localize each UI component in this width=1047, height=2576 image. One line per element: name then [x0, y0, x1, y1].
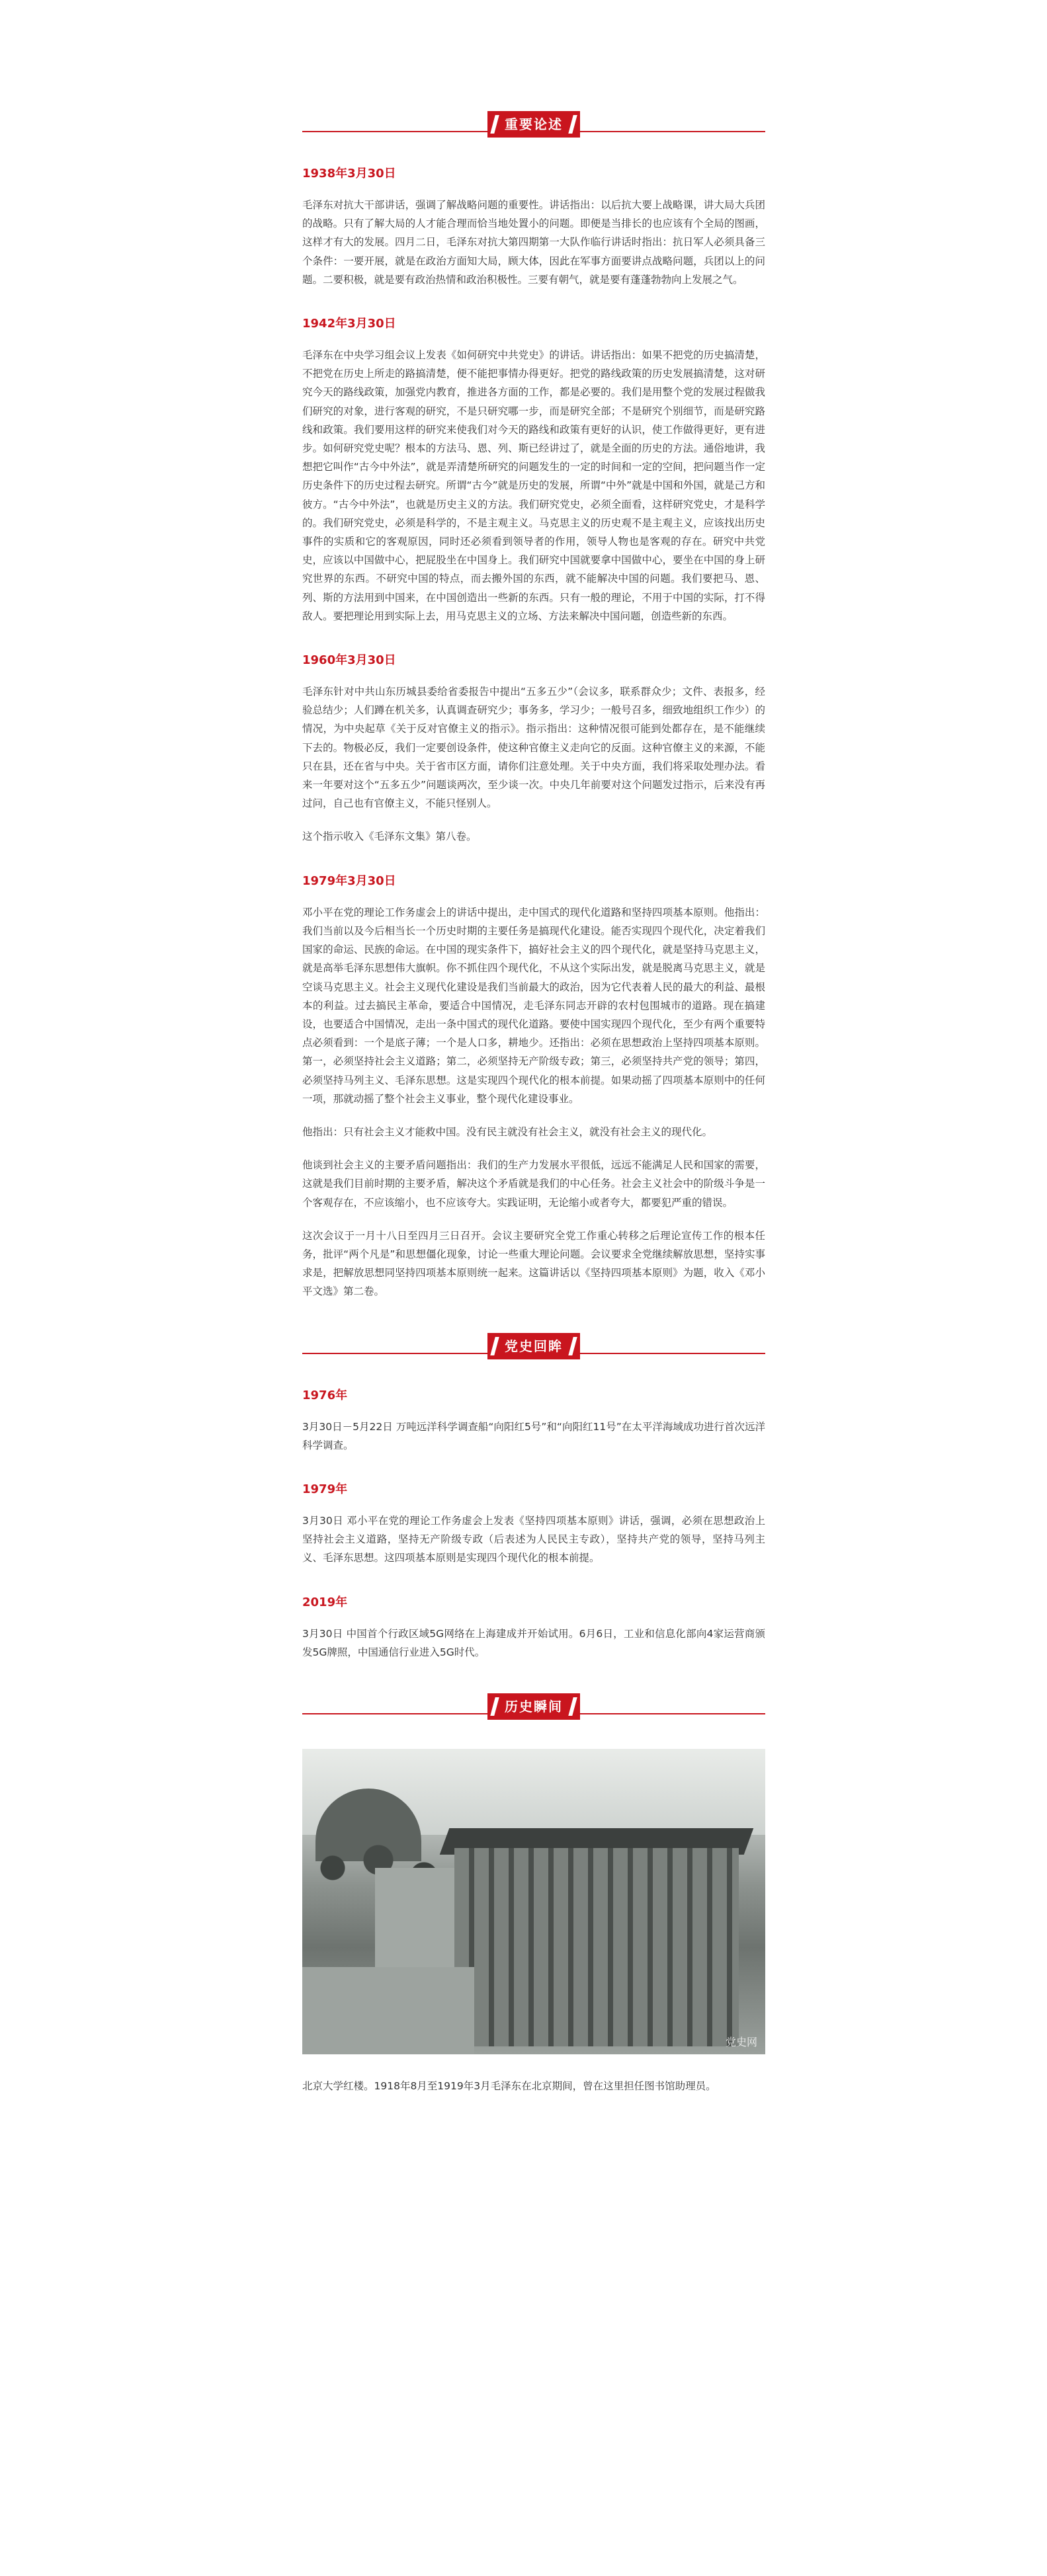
entry-date: 1976年: [302, 1388, 348, 1402]
entry-paragraph: 这次会议于一月十八日至四月三日召开。会议主要研究全党工作重心转移之后理论宣传工作的根本任务，批评“两个凡是”和思想僵化现象，讨论一些重大理论问题。会议要求全党继续解放思想，坚持实事求是，把解放思想同坚持四项基本原则统一起来。这篇讲话以《坚持四项基本原则》为题，收入《邓小平文选》第二卷。: [302, 1229, 765, 1298]
entry-paragraph: 他指出：只有社会主义才能救中国。没有民主就没有社会主义，就没有社会主义的现代化。: [302, 1125, 713, 1138]
photo-caption: 北京大学红楼。1918年8月至1919年3月毛泽东在北京期间，曾在这里担任图书馆助理员。: [302, 2079, 716, 2092]
historic-photo-red-building: [302, 1749, 765, 2054]
section-title: 历史瞬间: [487, 1693, 580, 1720]
entry-date: 2019年: [302, 1595, 348, 1609]
photo-watermark: 党史网: [725, 2035, 757, 2048]
entry-paragraph: 毛泽东对抗大干部讲话，强调了解战略问题的重要性。讲话指出：以后抗大要上战略课，讲大局大兵团的战略。只有了解大局的人才能合理而恰当地处置小的问题。即便是当排长的也应该有个全局的图画，这样才有大的发展。四月二日，毛泽东对抗大第四期第一大队作临行讲话时指出：抗日军人必须具备三个条件：一要开展，就是在政治方面知大局，顾大体，因此在军事方面要讲点战略问题，兵团以上的问题。二要积极，就是要有政治热情和政治积极性。三要有朝气，就是要有蓬蓬勃勃向上发展之气。: [302, 199, 765, 286]
entry-paragraph: 3月30日 邓小平在党的理论工作务虚会上发表《坚持四项基本原则》讲话，强调，必须在思想政治上坚持社会主义道路，坚持无产阶级专政（后表述为人民民主专政），坚持共产党的领导，坚持马列主义、毛泽东思想。这四项基本原则是实现四个现代化的根本前提。: [302, 1514, 765, 1564]
entry-date: 1979年3月30日: [302, 873, 396, 888]
entry-paragraph: 3月30日－5月22日 万吨远洋科学调查船“向阳红5号”和“向阳红11号”在太平洋海域成功进行首次远洋科学调查。: [302, 1420, 765, 1451]
entry-paragraph: 这个指示收入《毛泽东文集》第八卷。: [302, 830, 477, 843]
photo-street: [302, 1967, 474, 2054]
section-header-party-history-review: [302, 1328, 765, 1361]
section-title: 重要论述: [487, 111, 580, 138]
entry-date: 1960年3月30日: [302, 653, 396, 668]
photo-building-left: [375, 1868, 454, 1967]
section-header-historic-moment: [302, 1688, 765, 1721]
photo-building-main: [454, 1848, 739, 2046]
entry-paragraph: 邓小平在党的理论工作务虚会上的讲话中提出，走中国式的现代化道路和坚持四项基本原则。他指出：我们当前以及今后相当长一个历史时期的主要任务是搞现代化建设。能否实现四个现代化，决定着我们国家的命运、民族的命运。在中国的现实条件下，搞好社会主义的四个现代化，就是坚持马克思主义，就是高举毛泽东思想伟大旗帜。你不抓住四个现代化，不从这个实际出发，就是脱离马克思主义，就是空谈马克思主义。社会主义现代化建设是我们当前最大的政治，因为它代表着人民的最大的利益、最根本的利益。过去搞民主革命，要适合中国情况，走毛泽东同志开辟的农村包围城市的道路。现在搞建设，也要适合中国情况，走出一条中国式的现代化道路。要使中国实现四个现代化，至少有两个重要特点必须看到：一个是底子薄；一个是人口多，耕地少。还指出：必须在思想政治上坚持四项基本原则。第一，必须坚持社会主义道路；第二，必须坚持无产阶级专政；第三，必须坚持共产党的领导；第四，必须坚持马列主义、毛泽东思想。这是实现四个现代化的根本前提。如果动摇了四项基本原则中的任何一项，那就动摇了整个社会主义事业，整个现代化建设事业。: [302, 906, 765, 1105]
entry-paragraph: 他谈到社会主义的主要矛盾问题指出：我们的生产力发展水平很低，远远不能满足人民和国家的需要，这就是我们目前时期的主要矛盾，解决这个矛盾就是我们的中心任务。社会主义社会中的阶级斗争是一个客观存在，不应该缩小，也不应该夸大。实践证明，无论缩小或者夸大，都要犯严重的错误。: [302, 1159, 765, 1209]
entry-date: 1942年3月30日: [302, 317, 396, 331]
section-header-important-discourse: [302, 106, 765, 139]
entry-date: 1979年: [302, 1482, 348, 1496]
article-column: [302, 0, 765, 2106]
entry-date: 1938年3月30日: [302, 167, 396, 181]
entry-paragraph: 毛泽东在中央学习组会议上发表《如何研究中共党史》的讲话。讲话指出：如果不把党的历史搞清楚，不把党在历史上所走的路搞清楚，便不能把事情办得更好。把党的路线政策的历史发展搞清楚，这对研究今天的路线政策，加强党内教育，推进各方面的工作，都是必要的。我们是用整个党的发展过程做我们研究的对象，进行客观的研究，不是只研究哪一步，而是研究全部；不是研究个别细节，而是研究路线和政策。我们要用这样的研究来使我们对今天的路线和政策有更好的认识，使工作做得更好，更有进步。如何研究党史呢？根本的方法马、恩、列、斯已经讲过了，就是全面的历史的方法。通俗地讲，我想把它叫作“古今中外法”，就是弄清楚所研究的问题发生的一定的时间和一定的空间，把问题当作一定历史条件下的历史过程去研究。所谓“古今”就是历史的发展，所谓“中外”就是中国和外国，就是己方和彼方。“古今中外法”，也就是历史主义的方法。我们研究党史，必须全面看，这样研究党史，才是科学的。我们研究党史，必须是科学的，不是主观主义。马克思主义的历史观不是主观主义，应该找出历史事件的实质和它的客观原因，同时还必须看到领导者的作用，领导人物也是客观的存在。研究中共党史，应该以中国做中心，把屁股坐在中国身上。我们研究中国就要拿中国做中心，要坐在中国的身上研究世界的东西。不研究中国的特点，而去搬外国的东西，就不能解决中国的问题。我们要把马、恩、列、斯的方法用到中国来，在中国创造出一些新的东西。只有一般的理论，不用于中国的实际，打不得敌人。要把理论用到实际上去，用马克思主义的立场、方法来解决中国问题，创造些新的东西。: [302, 349, 765, 622]
entry-paragraph: 毛泽东针对中共山东历城县委给省委报告中提出“五多五少”（会议多，联系群众少；文件、表报多，经验总结少；人们蹲在机关多，认真调查研究少；事务多，学习少；一般号召多，细致地组织工作少）的情况，为中央起草《关于反对官僚主义的指示》。指示指出：这种情况很可能到处都存在，是不能继续下去的。物极必反，我们一定要创设条件，使这种官僚主义走向它的反面。这种官僚主义的来源，不能只在县，还在省与中央。关于省市区方面，请你们注意处理。关于中央方面，我们将采取处理办法。看来一年要对这个“五多五少”问题谈两次，至少谈一次。中央几年前要对这个问题发过指示，后来没有再过问，自己也有官僚主义，不能只怪别人。: [302, 686, 765, 810]
entry-paragraph: 3月30日 中国首个行政区域5G网络在上海建成并开始试用。6月6日，工业和信息化部向4家运营商颁发5G牌照，中国通信行业进入5G时代。: [302, 1627, 765, 1658]
section-title: 党史回眸: [487, 1333, 580, 1359]
